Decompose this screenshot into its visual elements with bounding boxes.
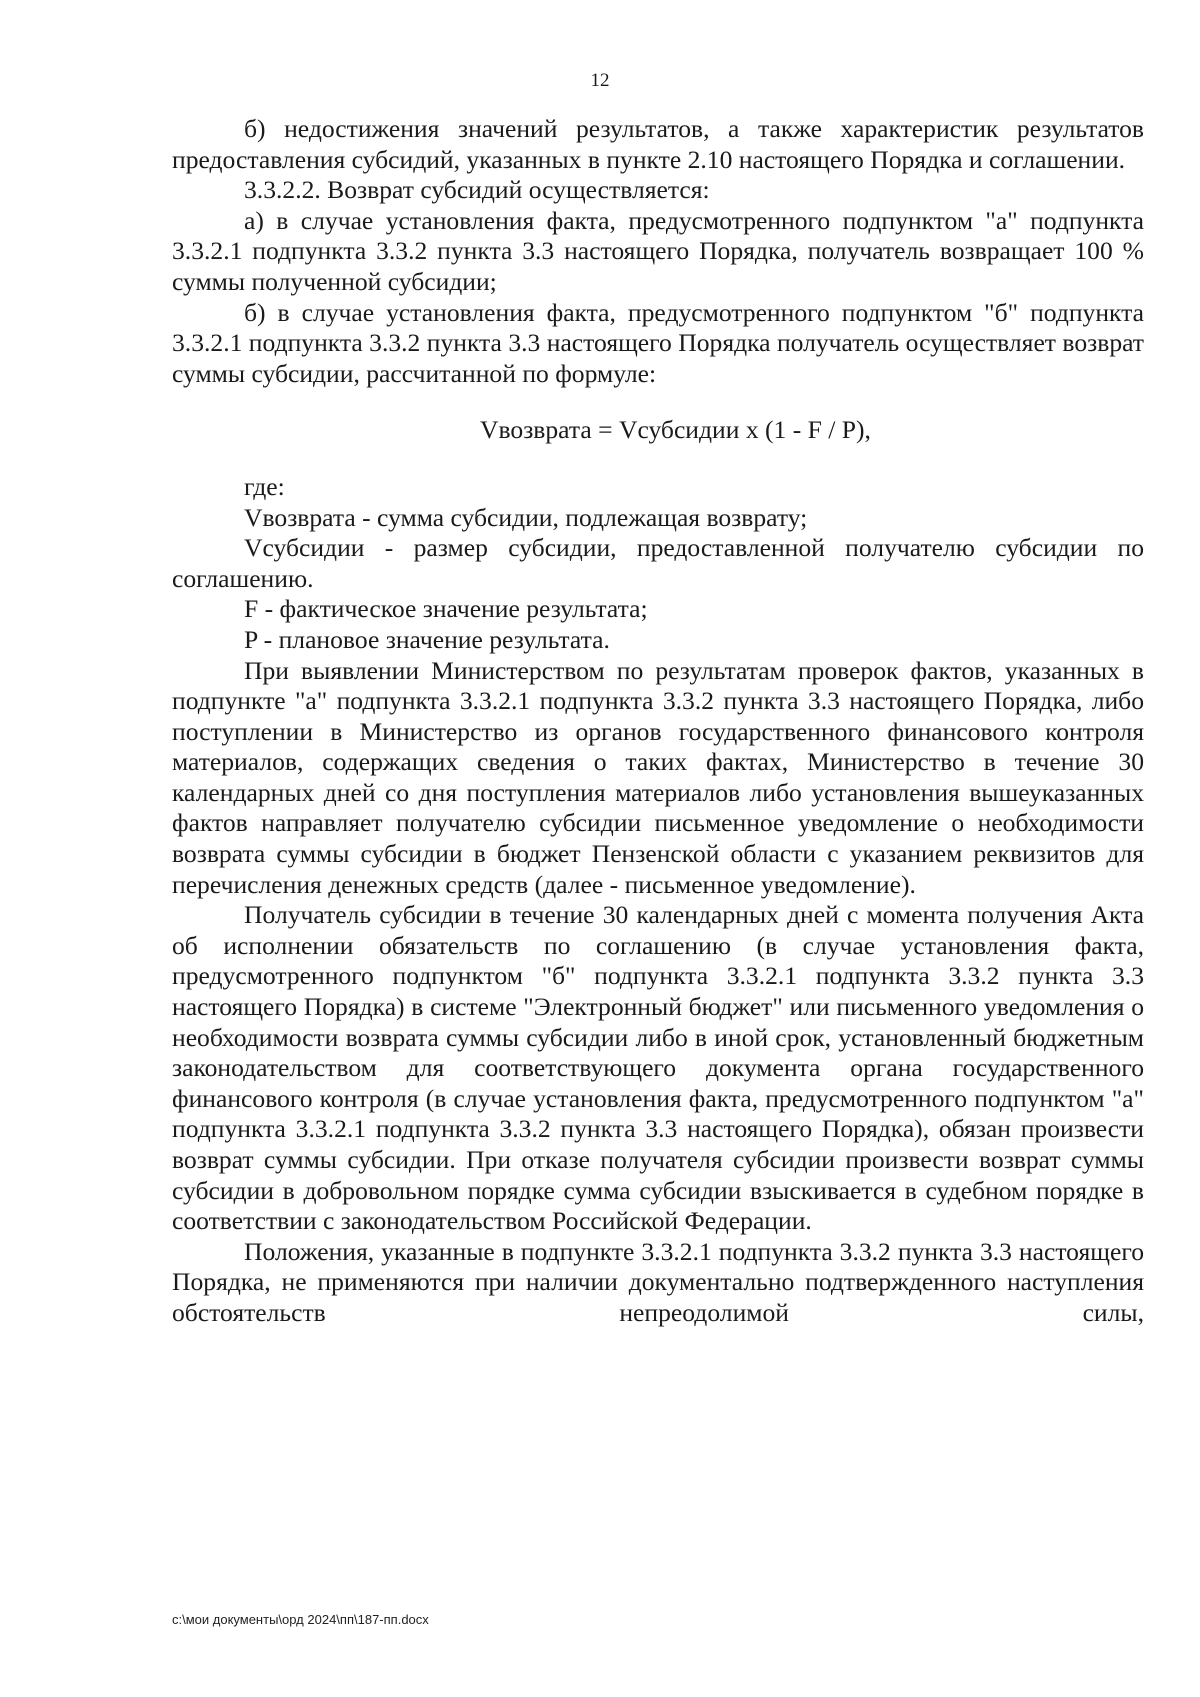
paragraph-item-b-non-achievement: б) недостижения значений результатов, а также характеристик результатов предоставления субсидий, указанных в пункте 2.10 настоящего Порядка и соглашении. — [172, 114, 1144, 174]
definition-p: P - плановое значение результата. — [244, 624, 610, 654]
paragraph-where: где: — [244, 471, 285, 501]
footer-file-path: c:\мои документы\орд 2024\пп\187-пп.docx — [172, 1612, 429, 1627]
return-formula: Vвозврата = Vсубсидии x (1 - F / P), — [480, 415, 871, 445]
definition-v-return: Vвозврата - сумма субсидии, подлежащая возврату; — [244, 502, 808, 532]
paragraph-recipient-obligation: Получатель субсидии в течение 30 календарных дней с момента получения Акта об исполнении обязательств по соглашению (в случае установления факта, предусмотренного подпунктом "б" подпункта 3.3.2.1 подпункта 3.3.2 пункта 3.3 настоящего Порядка) в системе "Электронный бюджет" или письменного уведомления о необходимости возврата суммы субсидии либо в иной срок, установленный бюджетным законодательством для соответствующего документа органа государственного финансового контроля (в случае установления факта, предусмотренного подпунктом "а" подпункта 3.3.2.1 подпункта 3.3.2 пункта 3.3 настоящего Порядка), обязан произвести возврат суммы субсидии. При отказе получателя субсидии произвести возврат суммы субсидии в добровольном порядке сумма субсидии взыскивается в судебном порядке в соответствии с законодательством Российской Федерации. — [172, 900, 1144, 1236]
paragraph-3-3-2-2-heading: 3.3.2.2. Возврат субсидий осуществляется: — [244, 175, 710, 205]
definition-f: F - фактическое значение результата; — [244, 594, 648, 624]
page-number: 12 — [590, 70, 610, 91]
paragraph-item-a-full-return: а) в случае установления факта, предусмотренного подпунктом "а" подпункта 3.3.2.1 подпункта 3.3.2 пункта 3.3 настоящего Порядка, получатель возвращает 100 % суммы полученной субсидии; — [172, 205, 1144, 296]
paragraph-item-b-formula-return: б) в случае установления факта, предусмотренного подпунктом "б" подпункта 3.3.2.1 подпункта 3.3.2 пункта 3.3 настоящего Порядка получатель осуществляет возврат суммы субсидии, рассчитанной по формуле: — [172, 297, 1144, 388]
document-body — [172, 114, 1144, 1329]
definition-v-subsidy: Vсубсидии - размер субсидии, предоставленной получателю субсидии по соглашению. — [172, 533, 1144, 593]
paragraph-force-majeure: Положения, указанные в подпункте 3.3.2.1 подпункта 3.3.2 пункта 3.3 настоящего Порядка, не применяются при наличии документально подтвержденного наступления обстоятельств непреодолимой силы, — [172, 1236, 1144, 1327]
paragraph-ministry-detection: При выявлении Министерством по результатам проверок фактов, указанных в подпункте "а" подпункта 3.3.2.1 подпункта 3.3.2 пункта 3.3 настоящего Порядка, либо поступлении в Министерство из органов государственного финансового контроля материалов, содержащих сведения о таких фактах, Министерство в течение 30 календарных дней со дня поступления материалов либо установления вышеуказанных фактов направляет получателю субсидии письменное уведомление о необходимости возврата суммы субсидии в бюджет Пензенской области с указанием реквизитов для перечисления денежных средств (далее - письменное уведомление). — [172, 655, 1144, 899]
